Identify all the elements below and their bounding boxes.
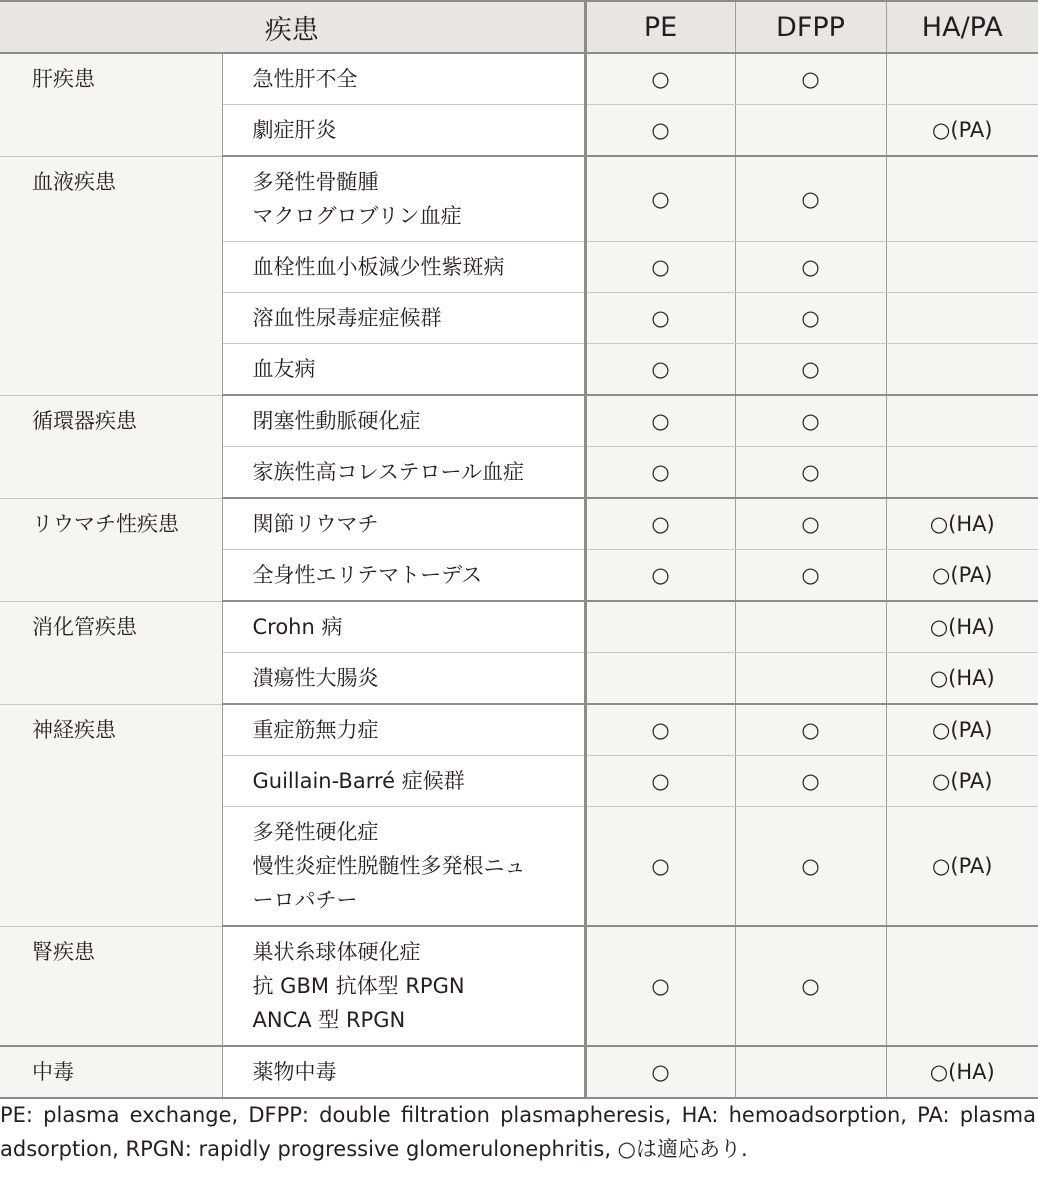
hapa-mark-cell: ○(PA) [886,704,1038,756]
dfpp-mark-cell: ○ [735,498,886,550]
table-row [0,601,1038,653]
dfpp-mark-cell: ○ [735,447,886,499]
disease-name-cell [222,156,585,242]
pe-mark-cell: ○ [585,395,735,447]
disease-name-cell [222,601,585,653]
disease-name-cell [222,293,585,344]
disease-name-line: マクログロブリン血症 [252,204,462,228]
table-row [0,926,1038,1046]
category-cell: リウマチ性疾患 [0,498,222,601]
disease-name-line: 関節リウマチ [252,512,379,536]
category-cell: 中毒 [0,1046,222,1098]
disease-name-line: ーロパチー [252,888,358,912]
table-row [0,53,1038,105]
footnote: PE: plasma exchange, DFPP: double filtration plasmapheresis, HA: hemoadsorption, PA: plasma adsorption, RPGN: rapidly progressive glomerulonephritis, ○は適応あり. [0,1103,1036,1161]
disease-name-cell [222,242,585,293]
category-cell: 腎疾患 [0,926,222,1046]
category-cell: 神経疾患 [0,704,222,926]
table-row [0,704,1038,756]
header-dfpp: DFPP [735,1,886,53]
dfpp-mark-cell [735,653,886,705]
table-body [0,53,1038,1098]
header-pe: PE [585,1,735,53]
category-cell: 消化管疾患 [0,601,222,704]
hapa-mark-cell [886,242,1038,293]
disease-name-cell [222,447,585,499]
pe-mark-cell: ○ [585,156,735,242]
disease-name-line: Guillain-Barré 症候群 [252,769,465,793]
table-row [0,498,1038,550]
disease-name-cell [222,344,585,396]
hapa-mark-cell: ○(HA) [886,1046,1038,1098]
dfpp-mark-cell: ○ [735,293,886,344]
disease-name-line: 多発性硬化症 [252,820,379,844]
pe-mark-cell: ○ [585,105,735,157]
disease-name-line: 全身性エリテマトーデス [252,563,483,587]
pe-mark-cell: ○ [585,498,735,550]
pe-mark-cell [585,653,735,705]
disease-name-cell [222,807,585,927]
disease-name-line: 血友病 [252,357,316,381]
header-disease: 疾患 [0,1,585,53]
disease-name-cell [222,1046,585,1098]
dfpp-mark-cell: ○ [735,807,886,927]
disease-name-line: ANCA 型 RPGN [252,1008,406,1032]
pe-mark-cell: ○ [585,242,735,293]
dfpp-mark-cell: ○ [735,156,886,242]
dfpp-mark-cell [735,1046,886,1098]
category-cell: 血液疾患 [0,156,222,395]
hapa-mark-cell: ○(HA) [886,653,1038,705]
dfpp-mark-cell: ○ [735,53,886,105]
disease-name-line: 巣状糸球体硬化症 [252,940,421,964]
hapa-mark-cell: ○(PA) [886,756,1038,807]
table-header [0,1,1038,53]
disease-name-line: Crohn 病 [252,615,343,639]
pe-mark-cell: ○ [585,926,735,1046]
dfpp-mark-cell: ○ [735,756,886,807]
table-row [0,156,1038,242]
disease-name-line: 家族性高コレステロール血症 [252,460,525,484]
disease-name-cell [222,653,585,705]
dfpp-mark-cell: ○ [735,550,886,602]
dfpp-mark-cell: ○ [735,704,886,756]
hapa-mark-cell: ○(PA) [886,105,1038,157]
hapa-mark-cell: ○(PA) [886,807,1038,927]
disease-name-line: 多発性骨髄腫 [252,170,379,194]
disease-name-line: 急性肝不全 [252,67,358,91]
pe-mark-cell: ○ [585,704,735,756]
disease-name-line: 薬物中毒 [252,1060,337,1084]
header-row [0,1,1038,53]
hapa-mark-cell: ○(HA) [886,601,1038,653]
hapa-mark-cell: ○(HA) [886,498,1038,550]
pe-mark-cell: ○ [585,1046,735,1098]
header-hapa: HA/PA [886,1,1038,53]
disease-name-cell [222,756,585,807]
disease-name-cell [222,395,585,447]
hapa-mark-cell [886,344,1038,396]
pe-mark-cell: ○ [585,293,735,344]
disease-name-line: 閉塞性動脈硬化症 [252,409,421,433]
dfpp-mark-cell: ○ [735,242,886,293]
hapa-mark-cell [886,156,1038,242]
disease-name-line: 劇症肝炎 [252,118,337,142]
disease-name-line: 潰瘍性大腸炎 [252,666,379,690]
hapa-mark-cell: ○(PA) [886,550,1038,602]
disease-name-line: 血栓性血小板減少性紫斑病 [252,255,505,279]
pe-mark-cell: ○ [585,53,735,105]
pe-mark-cell [585,601,735,653]
disease-name-cell [222,105,585,157]
table-row [0,395,1038,447]
dfpp-mark-cell: ○ [735,926,886,1046]
pe-mark-cell: ○ [585,807,735,927]
category-cell: 肝疾患 [0,53,222,156]
hapa-mark-cell [886,926,1038,1046]
hapa-mark-cell [886,293,1038,344]
disease-name-cell [222,498,585,550]
dfpp-mark-cell: ○ [735,344,886,396]
dfpp-mark-cell: ○ [735,395,886,447]
table-row [0,1046,1038,1098]
disease-name-line: 溶血性尿毒症症候群 [252,306,442,330]
disease-name-line: 慢性炎症性脱髄性多発根ニュ [252,854,526,878]
pe-mark-cell: ○ [585,756,735,807]
hapa-mark-cell [886,395,1038,447]
hapa-mark-cell [886,447,1038,499]
disease-name-cell [222,704,585,756]
disease-name-cell [222,926,585,1046]
pe-mark-cell: ○ [585,447,735,499]
category-cell: 循環器疾患 [0,395,222,498]
disease-name-line: 抗 GBM 抗体型 RPGN [252,974,465,998]
dfpp-mark-cell [735,105,886,157]
disease-name-cell [222,550,585,602]
pe-mark-cell: ○ [585,550,735,602]
hapa-mark-cell [886,53,1038,105]
dfpp-mark-cell [735,601,886,653]
disease-name-line: 重症筋無力症 [252,718,379,742]
pe-mark-cell: ○ [585,344,735,396]
disease-name-cell [222,53,585,105]
